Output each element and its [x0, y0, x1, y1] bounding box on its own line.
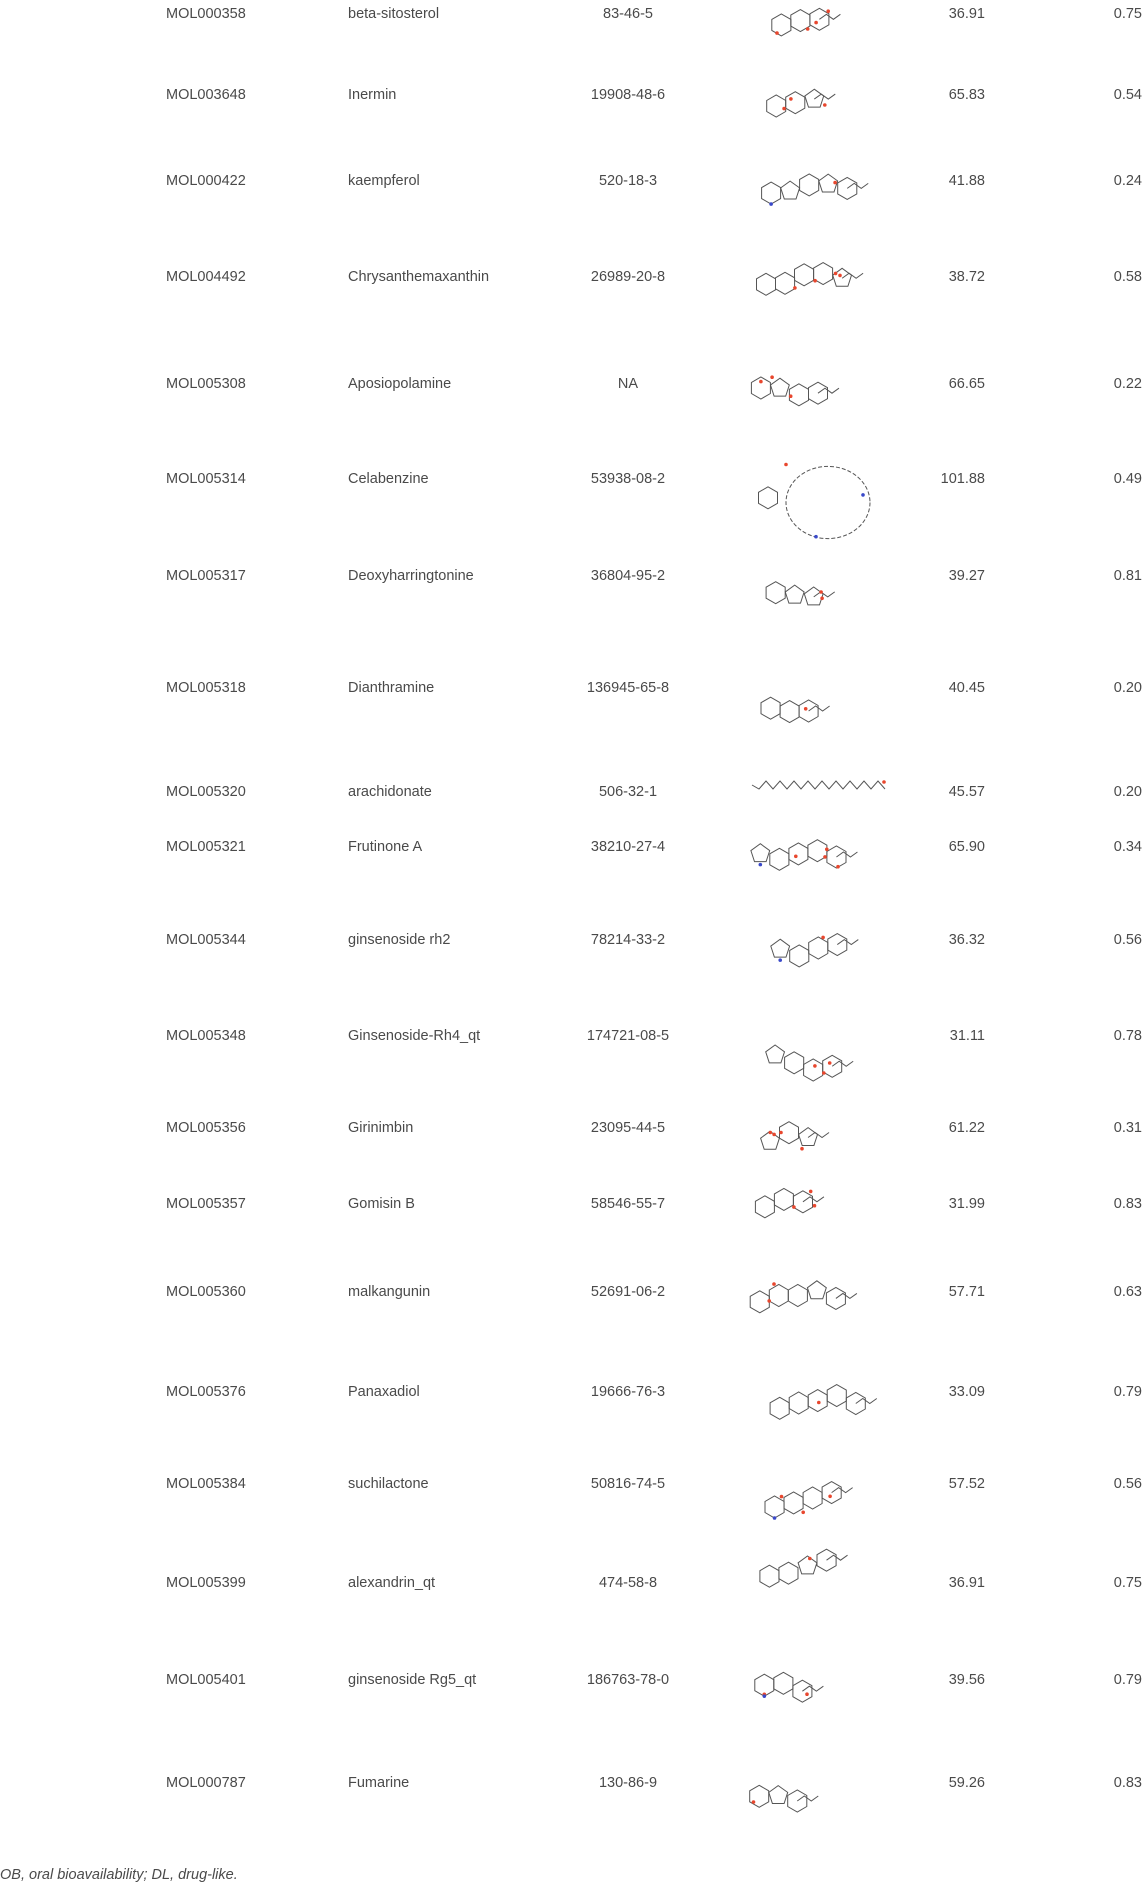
flavonol-structure-icon: [748, 155, 888, 225]
cas-number: 26989-20-8: [590, 269, 666, 285]
ob-value: 31.99: [948, 1196, 985, 1212]
dl-value: 0.75: [1113, 1575, 1142, 1591]
cas-number: 53938-08-2: [590, 471, 666, 487]
molecule-id: MOL005401: [166, 1672, 246, 1688]
dl-value: 0.79: [1113, 1672, 1142, 1688]
pterocarpan-structure-icon: [748, 70, 888, 145]
ob-value: 39.27: [948, 568, 985, 584]
molecule-name: malkangunin: [348, 1284, 431, 1300]
ob-value: 40.45: [948, 680, 985, 696]
ob-value: 41.88: [948, 173, 985, 189]
chemical-structure: [748, 255, 888, 350]
cas-number: 78214-33-2: [590, 932, 666, 948]
ob-value: 61.22: [948, 1120, 985, 1136]
molecule-id: MOL003648: [166, 87, 246, 103]
chemical-structure: [748, 1750, 888, 1855]
chemical-structure: [748, 455, 888, 550]
chemical-structure: [748, 660, 888, 745]
chemical-structure: [748, 1100, 888, 1170]
cas-number: 474-58-8: [598, 1575, 658, 1591]
molecule-name: arachidonate: [348, 784, 432, 800]
molecule-name: Dianthramine: [348, 680, 435, 696]
cas-number: 36804-95-2: [590, 568, 666, 584]
molecule-id: MOL004492: [166, 269, 246, 285]
cas-number: 50816-74-5: [590, 1476, 666, 1492]
dl-value: 0.56: [1113, 932, 1142, 948]
molecule-name: Celabenzine: [348, 471, 429, 487]
dl-value: 0.63: [1113, 1284, 1142, 1300]
dl-value: 0.20: [1113, 680, 1142, 696]
molecule-name: Girinimbin: [348, 1120, 414, 1136]
molecule-id: MOL005320: [166, 784, 246, 800]
alkaloid-structure-icon: [748, 545, 888, 640]
chromone-structure-icon: [748, 820, 888, 905]
steroid-structure-icon: [748, 1545, 888, 1645]
chemical-structure: [748, 1360, 888, 1460]
dl-value: 0.24: [1113, 173, 1142, 189]
ob-value: 33.09: [948, 1384, 985, 1400]
molecule-id: MOL000358: [166, 6, 246, 22]
carbazole-structure-icon: [748, 1100, 888, 1170]
triterpene-structure-icon: [748, 1005, 888, 1100]
chemical-structure: [748, 1545, 888, 1645]
ob-value: 36.91: [948, 1575, 985, 1591]
triterpene-structure-icon: [748, 1360, 888, 1460]
cas-number: 174721-08-5: [586, 1028, 670, 1044]
ob-value: 65.83: [948, 87, 985, 103]
dl-value: 0.83: [1113, 1775, 1142, 1791]
chemical-structure: [748, 155, 888, 225]
molecule-id: MOL005344: [166, 932, 246, 948]
chemical-structure: [748, 1175, 888, 1265]
dl-value: 0.54: [1113, 87, 1142, 103]
ob-value: 31.11: [949, 1028, 985, 1044]
molecule-name: Aposiopolamine: [348, 376, 452, 392]
cas-number: 520-18-3: [598, 173, 658, 189]
molecule-name: kaempferol: [348, 173, 420, 189]
dl-value: 0.75: [1113, 6, 1142, 22]
molecule-name: Inermin: [348, 87, 397, 103]
molecule-name: Gomisin B: [348, 1196, 415, 1212]
molecule-id: MOL000422: [166, 173, 246, 189]
dl-value: 0.22: [1113, 376, 1142, 392]
chemical-structure: [748, 545, 888, 640]
molecule-id: MOL005376: [166, 1384, 246, 1400]
dl-value: 0.83: [1113, 1196, 1142, 1212]
dl-value: 0.34: [1113, 839, 1142, 855]
molecule-name: Frutinone A: [348, 839, 423, 855]
cas-number: 58546-55-7: [590, 1196, 666, 1212]
molecule-name: Fumarine: [348, 1775, 410, 1791]
cas-number: 83-46-5: [603, 6, 653, 22]
molecule-id: MOL005357: [166, 1196, 246, 1212]
molecule-name: ginsenoside Rg5_qt: [348, 1672, 477, 1688]
molecule-id: MOL005321: [166, 839, 246, 855]
dl-value: 0.58: [1113, 269, 1142, 285]
molecule-id: MOL005314: [166, 471, 246, 487]
dl-value: 0.20: [1113, 784, 1142, 800]
diarylamine-structure-icon: [748, 660, 888, 745]
cas-number: 506-32-1: [598, 784, 658, 800]
ob-value: 57.71: [948, 1284, 985, 1300]
molecule-id: MOL005384: [166, 1476, 246, 1492]
lactone-structure-icon: [748, 1455, 888, 1550]
dl-value: 0.31: [1113, 1120, 1142, 1136]
chemical-structure: [748, 1260, 888, 1360]
molecule-id: MOL005399: [166, 1575, 246, 1591]
molecule-name: Deoxyharringtonine: [348, 568, 474, 584]
molecule-id: MOL005318: [166, 680, 246, 696]
isoquinoline-structure-icon: [748, 1750, 888, 1855]
saponin-structure-icon: [748, 910, 888, 995]
chemical-structure: [748, 70, 888, 145]
dl-value: 0.79: [1113, 1384, 1142, 1400]
ob-value: 65.90: [948, 839, 985, 855]
cas-number: 130-86-9: [598, 1775, 658, 1791]
dl-value: 0.81: [1113, 568, 1142, 584]
molecule-id: MOL005360: [166, 1284, 246, 1300]
molecule-name: Panaxadiol: [348, 1384, 420, 1400]
chemical-structure: [748, 910, 888, 995]
chemical-structure: [748, 770, 888, 800]
ob-value: 66.65: [948, 376, 985, 392]
ob-value: 59.26: [948, 1775, 985, 1791]
cas-number: 19908-48-6: [590, 87, 666, 103]
molecule-name: suchilactone: [348, 1476, 429, 1492]
molecule-name: Ginsenoside-Rh4_qt: [348, 1028, 481, 1044]
cas-number: NA: [617, 376, 639, 392]
ob-value: 101.88: [940, 471, 985, 487]
fatty-acid-structure-icon: [748, 770, 888, 800]
molecule-name: ginsenoside rh2: [348, 932, 451, 948]
molecule-name: beta-sitosterol: [348, 6, 440, 22]
dl-value: 0.78: [1113, 1028, 1142, 1044]
triterpene-structure-icon: [748, 1640, 888, 1760]
table-footnote: OB, oral bioavailability; DL, drug-like.: [0, 1867, 238, 1883]
carotenoid-structure-icon: [748, 255, 888, 350]
cas-number: 136945-65-8: [586, 680, 670, 696]
chemical-structure: [748, 820, 888, 905]
molecule-id: MOL005317: [166, 568, 246, 584]
cas-number: 52691-06-2: [590, 1284, 666, 1300]
ob-value: 39.56: [948, 1672, 985, 1688]
tropane-structure-icon: [748, 360, 888, 435]
ob-value: 57.52: [948, 1476, 985, 1492]
molecule-id: MOL000787: [166, 1775, 246, 1791]
molecule-id: MOL005356: [166, 1120, 246, 1136]
ob-value: 38.72: [948, 269, 985, 285]
chemical-structure: [748, 1455, 888, 1550]
chemical-structure: [748, 360, 888, 435]
cas-number: 19666-76-3: [590, 1384, 666, 1400]
steroid-structure-icon: [748, 0, 888, 60]
molecule-id: MOL005308: [166, 376, 246, 392]
chemical-structure: [748, 1005, 888, 1100]
cas-number: 186763-78-0: [586, 1672, 670, 1688]
ob-value: 45.57: [948, 784, 985, 800]
molecule-id: MOL005348: [166, 1028, 246, 1044]
ob-value: 36.91: [948, 6, 985, 22]
molecule-name: Chrysanthemaxanthin: [348, 269, 490, 285]
sesquiterpene-structure-icon: [748, 1260, 888, 1360]
ob-value: 36.32: [948, 932, 985, 948]
molecule-name: alexandrin_qt: [348, 1575, 436, 1591]
lignan-structure-icon: [748, 1175, 888, 1265]
cas-number: 23095-44-5: [590, 1120, 666, 1136]
chemical-structure: [748, 0, 888, 60]
chemical-structure: [748, 1640, 888, 1760]
dl-value: 0.56: [1113, 1476, 1142, 1492]
cas-number: 38210-27-4: [590, 839, 666, 855]
dl-value: 0.49: [1113, 471, 1142, 487]
macrocycle-structure-icon: [748, 455, 888, 550]
